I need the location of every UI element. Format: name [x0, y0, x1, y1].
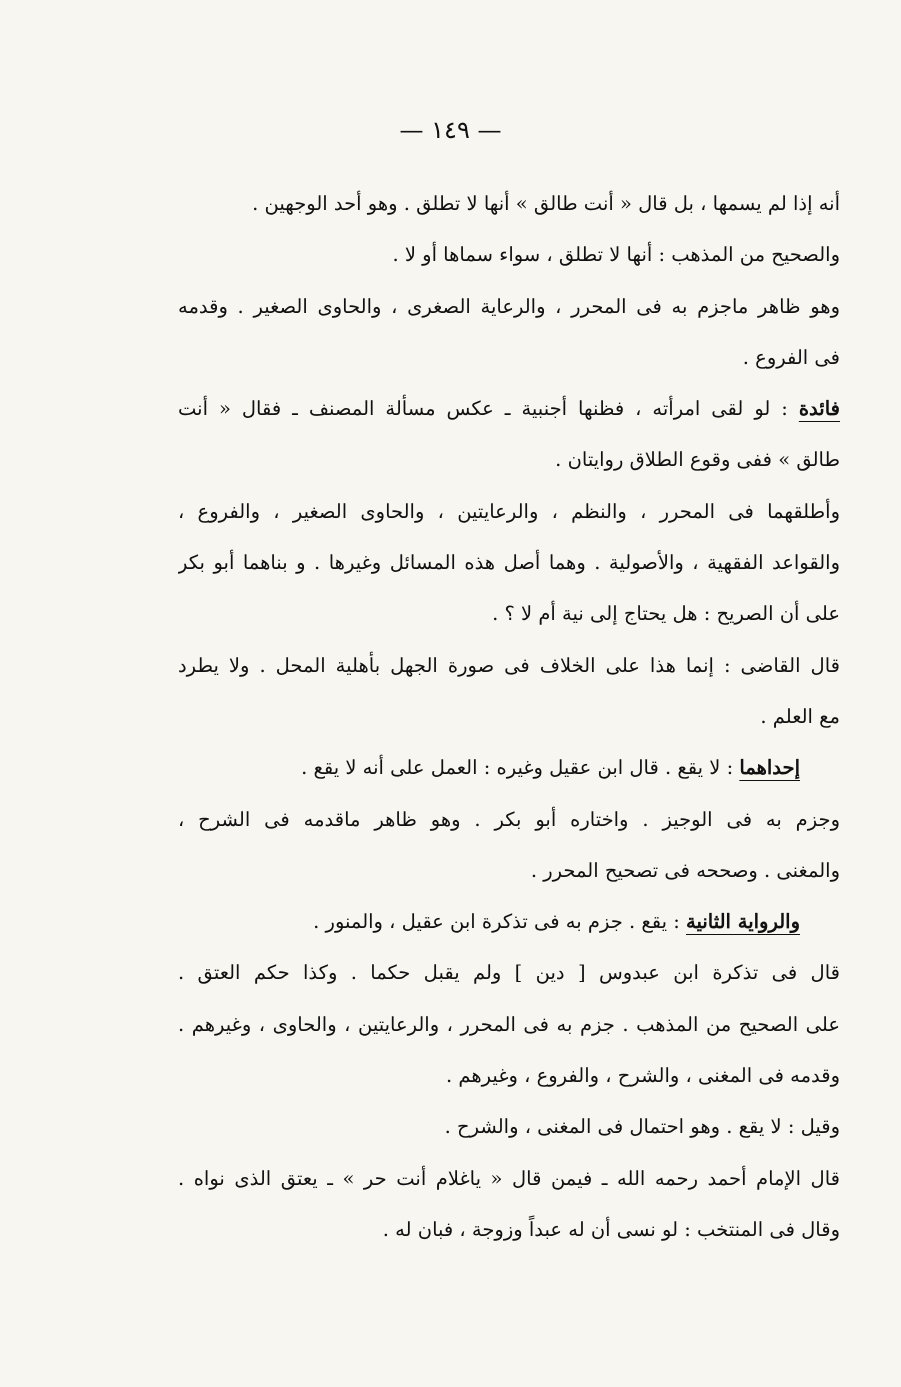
line-text: طالق » ففى وقوع الطلاق روايتان .: [555, 448, 840, 472]
text-line: [178, 229, 840, 280]
heading-term: إحداهما: [739, 756, 800, 780]
line-text: والقواعد الفقهية ، والأصولية . وهما أصل هذه المسائل وغيرها . و بناهما أبو بكر: [178, 551, 840, 575]
text-line: [178, 1153, 840, 1204]
text-line: [178, 794, 840, 845]
line-text: على الصحيح من المذهب . جزم به فى المحرر ، والرعايتين ، والحاوى ، وغيرهم .: [178, 1012, 840, 1036]
line-text: وجزم به فى الوجيز . واختاره أبو بكر . وهو ظاهر ماقدمه فى الشرح ،: [178, 807, 840, 831]
page-body-text: [178, 178, 840, 1255]
text-line: [178, 999, 840, 1050]
line-text: والمغنى . وصححه فى تصحيح المحرر .: [530, 858, 840, 882]
line-text: وهو ظاهر ماجزم به فى المحرر ، والرعاية الصغرى ، والحاوى الصغير . وقدمه: [178, 294, 840, 318]
text-line: [178, 1050, 840, 1101]
text-line: [178, 383, 840, 434]
line-text: وقيل : لا يقع . وهو احتمال فى المغنى ، والشرح .: [444, 1115, 840, 1139]
text-line: [178, 947, 840, 998]
text-line: [178, 742, 840, 793]
line-text: : لو لقى امرأته ، فظنها أجنبية ـ عكس مسألة المصنف ـ فقال « أنت: [178, 397, 799, 421]
line-text: وقال فى المنتخب : لو نسى أن له عبداً وزوجة ، فبان له .: [382, 1217, 840, 1241]
line-text: : يقع . جزم به فى تذكرة ابن عقيل ، والمنور .: [313, 910, 686, 934]
text-line: [178, 691, 840, 742]
line-text: وأطلقهما فى المحرر ، والنظم ، والرعايتين ، والحاوى الصغير ، والفروع ،: [178, 499, 840, 523]
line-text: وقدمه فى المغنى ، والشرح ، والفروع ، وغيرهم .: [446, 1064, 840, 1088]
text-line: [178, 845, 840, 896]
line-text: قال الإمام أحمد رحمه الله ـ فيمن قال « ياغلام أنت حر » ـ يعتق الذى نواه .: [178, 1166, 840, 1190]
line-text: على أن الصريح : هل يحتاج إلى نية أم لا ؟ .: [492, 602, 840, 626]
text-line: [178, 896, 840, 947]
line-text: : لا يقع . قال ابن عقيل وغيره : العمل على أنه لا يقع .: [301, 756, 740, 780]
text-line: [178, 1101, 840, 1152]
line-text: أنه إذا لم يسمها ، بل قال « أنت طالق » أنها لا تطلق . وهو أحد الوجهين .: [252, 192, 840, 215]
heading-term: والرواية الثانية: [686, 910, 800, 934]
text-line: [178, 588, 840, 639]
line-text: قال فى تذكرة ابن عبدوس [ دين ] ولم يقبل حكما . وكذا حكم العتق .: [178, 961, 840, 985]
line-text: والصحيح من المذهب : أنها لا تطلق ، سواء سماها أو لا .: [392, 243, 840, 267]
text-line: [178, 332, 840, 383]
text-line: [178, 640, 840, 691]
line-text: قال القاضى : إنما هذا على الخلاف فى صورة الجهل بأهلية المحل . ولا يطرد: [178, 653, 840, 677]
text-line: [178, 486, 840, 537]
text-line: [178, 1204, 840, 1255]
line-text: فى الفروع .: [742, 345, 840, 369]
page-number: — ١٤٩ —: [399, 116, 502, 144]
text-line: [178, 537, 840, 588]
line-text: مع العلم .: [760, 704, 840, 728]
text-line: [178, 281, 840, 332]
text-line: [178, 178, 840, 229]
heading-term: فائدة: [798, 397, 840, 421]
text-line: [178, 434, 840, 485]
